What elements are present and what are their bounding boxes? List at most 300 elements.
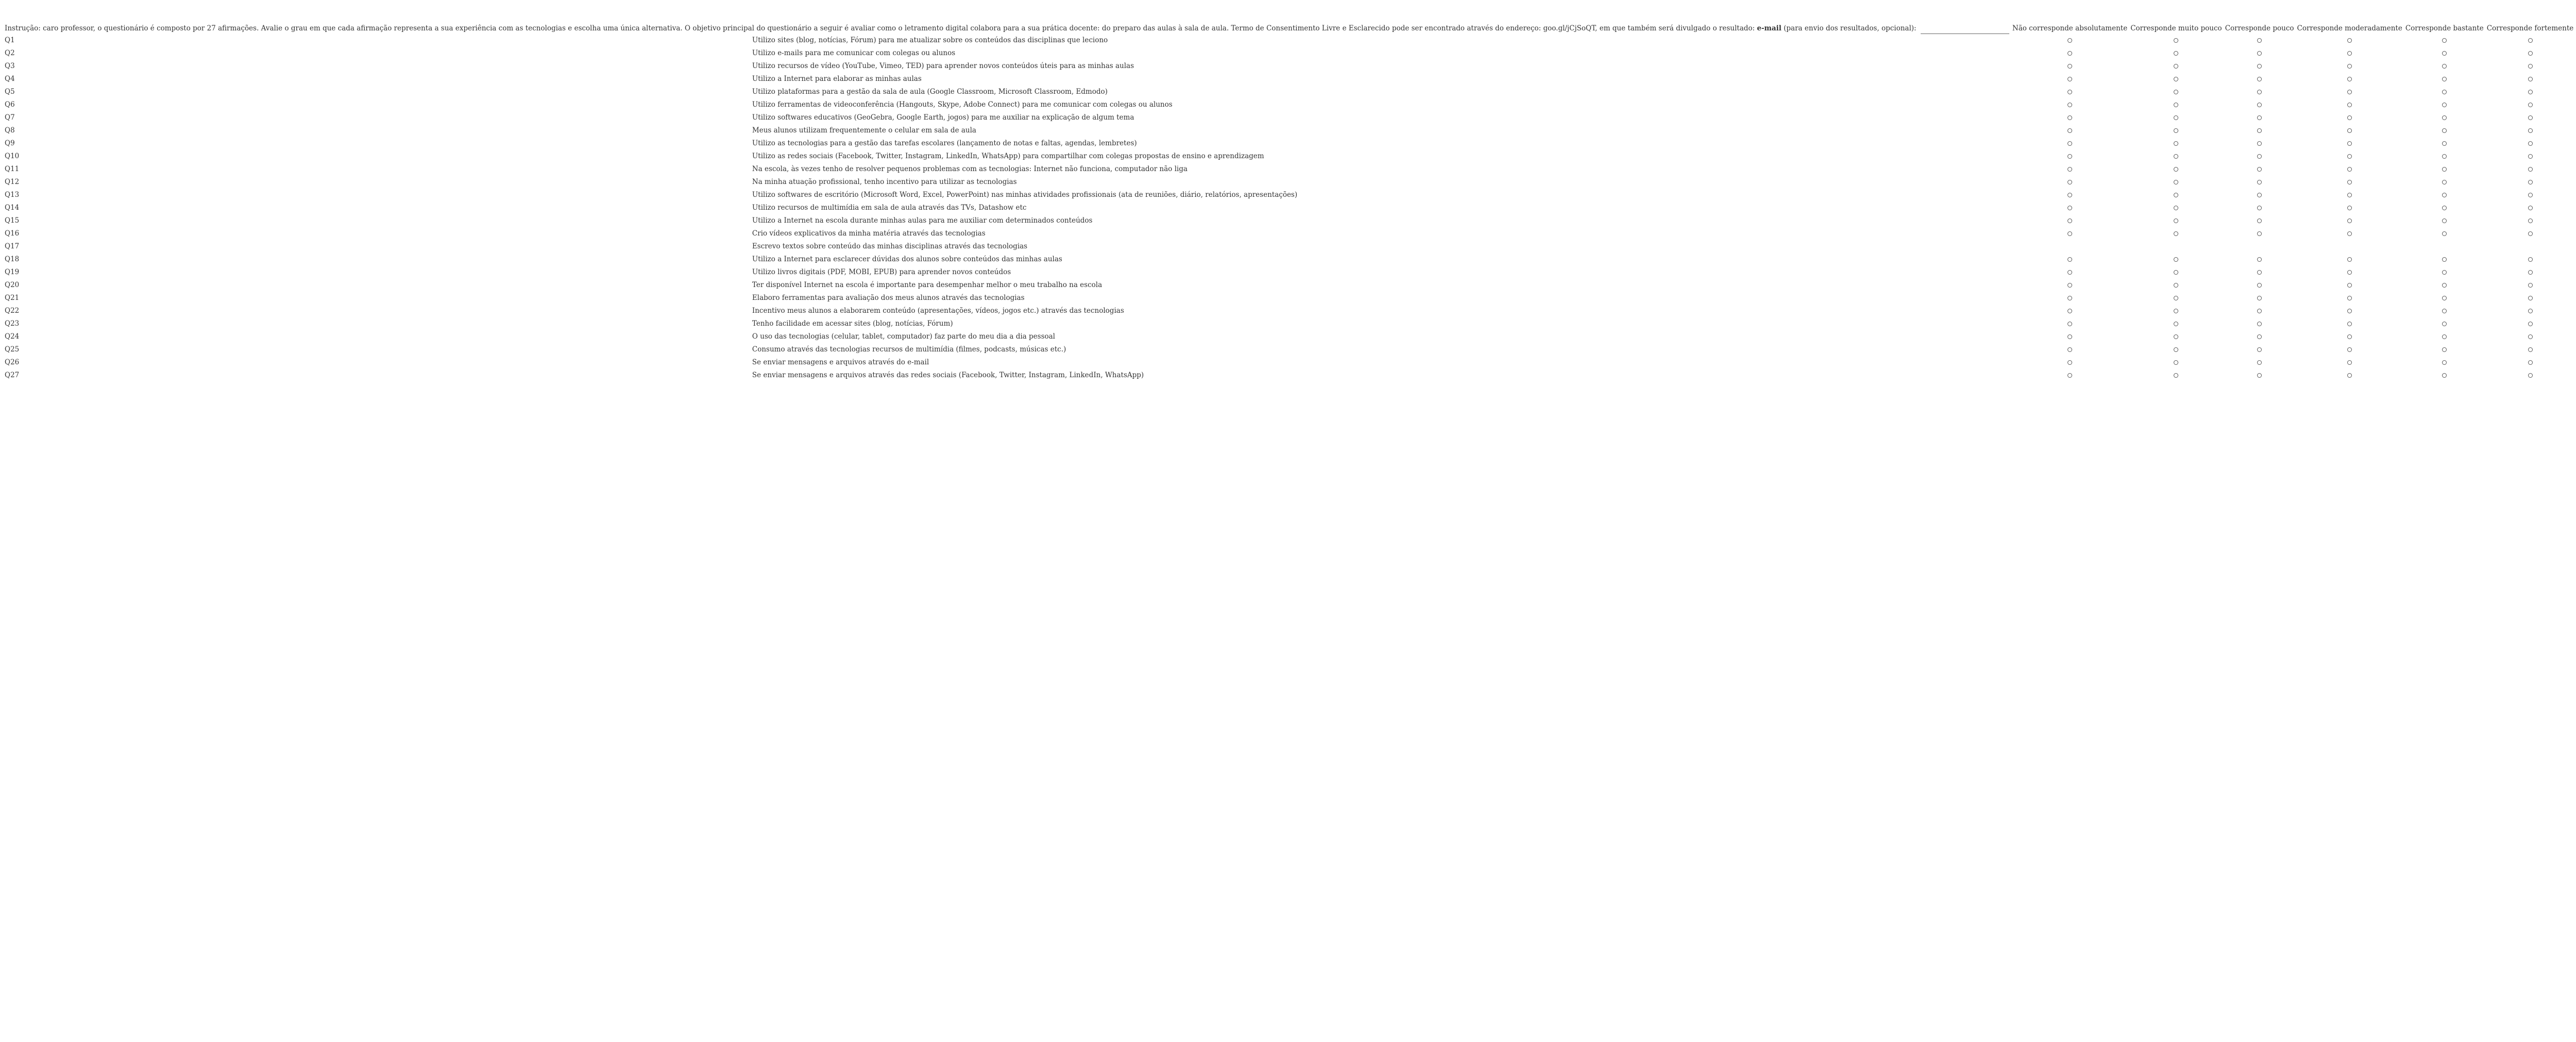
option-cell: [2296, 150, 2404, 163]
radio-option[interactable]: [2257, 38, 2262, 43]
radio-option[interactable]: [2174, 334, 2178, 339]
question-row: [3, 137, 2576, 150]
question-text: Utilizo as tecnologias para a gestão das tarefas escolares (lançamento de notas e faltas, agendas, lembretes): [752, 139, 1137, 147]
option-cell: [2224, 227, 2296, 240]
question-text: Utilizo recursos de vídeo (YouTube, Vimeo, TED) para aprender novos conteúdos úteis para as minhas aulas: [752, 62, 1134, 70]
option-cell: [2485, 111, 2575, 124]
radio-option[interactable]: [2174, 64, 2178, 69]
question-text: Incentivo meus alunos a elaborarem conteúdo (apresentações, vídeos, jogos etc.) através das tecnologias: [752, 307, 1124, 315]
radio-option[interactable]: [2347, 167, 2352, 172]
radio-option[interactable]: [2067, 193, 2072, 197]
question-id: Q18: [5, 255, 20, 263]
question-id: Q11: [5, 165, 20, 173]
radio-option[interactable]: [2347, 322, 2352, 326]
option-cell: [2129, 189, 2223, 201]
radio-option[interactable]: [2067, 38, 2072, 43]
radio-option[interactable]: [2442, 347, 2447, 352]
radio-option[interactable]: [2347, 193, 2352, 197]
radio-option[interactable]: [2442, 283, 2447, 288]
radio-option[interactable]: [2528, 373, 2533, 378]
question-id: Q21: [5, 294, 20, 302]
option-cell: [2296, 201, 2404, 214]
question-rows: [3, 34, 2576, 382]
option-cell: [2404, 201, 2485, 214]
radio-option[interactable]: [2174, 309, 2178, 313]
option-cell: [2404, 292, 2485, 305]
question-row: [3, 60, 2576, 73]
radio-option[interactable]: [2174, 141, 2178, 146]
question-row: [3, 86, 2576, 98]
radio-option[interactable]: [2257, 309, 2262, 313]
option-cell: [2485, 189, 2575, 201]
option-cell: [2404, 240, 2485, 253]
radio-option[interactable]: [2442, 128, 2447, 133]
column-header: Corresponde pouco: [2225, 24, 2294, 32]
radio-option[interactable]: [2347, 206, 2352, 210]
radio-option[interactable]: [2528, 219, 2533, 223]
option-cell: [2296, 47, 2404, 60]
option-cell: [2011, 240, 2129, 253]
radio-option[interactable]: [2528, 103, 2533, 107]
radio-option[interactable]: [2347, 360, 2352, 365]
radio-option[interactable]: [2347, 257, 2352, 262]
column-header: Corresponde bastante: [2405, 24, 2484, 32]
question-row: [3, 317, 2576, 330]
option-cell: [2296, 111, 2404, 124]
option-cell: [2404, 227, 2485, 240]
radio-option[interactable]: [2442, 257, 2447, 262]
question-id: Q16: [5, 229, 20, 238]
radio-option[interactable]: [2257, 154, 2262, 159]
option-cell: [2296, 124, 2404, 137]
radio-option[interactable]: [2528, 90, 2533, 94]
radio-option[interactable]: [2347, 64, 2352, 69]
radio-option[interactable]: [2528, 257, 2533, 262]
question-id: Q7: [5, 113, 15, 122]
option-cell: [2129, 60, 2223, 73]
option-cell: [2296, 34, 2404, 47]
option-cell: [2129, 253, 2223, 266]
option-cell: [2224, 240, 2296, 253]
question-row: [3, 266, 2576, 279]
question-text: Utilizo recursos de multimídia em sala de aula através das TVs, Datashow etc: [752, 204, 1027, 212]
option-cell: [2011, 60, 2129, 73]
radio-option[interactable]: [2257, 77, 2262, 81]
radio-option[interactable]: [2067, 322, 2072, 326]
radio-option[interactable]: [2442, 141, 2447, 146]
option-cell: [2129, 369, 2223, 382]
option-cell: [2011, 47, 2129, 60]
radio-option[interactable]: [2442, 180, 2447, 184]
option-cell: [2129, 356, 2223, 369]
option-cell: [2296, 214, 2404, 227]
radio-option[interactable]: [2347, 231, 2352, 236]
radio-option[interactable]: [2174, 103, 2178, 107]
option-cell: [2129, 279, 2223, 292]
option-cell: [2224, 137, 2296, 150]
question-row: [3, 34, 2576, 47]
option-cell: [2485, 356, 2575, 369]
radio-option[interactable]: [2067, 90, 2072, 94]
radio-option[interactable]: [2442, 38, 2447, 43]
radio-option[interactable]: [2174, 283, 2178, 288]
radio-option[interactable]: [2257, 347, 2262, 352]
question-row: [3, 214, 2576, 227]
radio-option[interactable]: [2528, 347, 2533, 352]
option-cell: [2011, 73, 2129, 86]
radio-option[interactable]: [2528, 322, 2533, 326]
radio-option[interactable]: [2442, 309, 2447, 313]
question-id: Q8: [5, 126, 15, 135]
radio-option[interactable]: [2067, 296, 2072, 300]
radio-option[interactable]: [2257, 141, 2262, 146]
radio-option[interactable]: [2067, 219, 2072, 223]
radio-option[interactable]: [2528, 64, 2533, 69]
question-id: Q20: [5, 281, 20, 289]
radio-option[interactable]: [2067, 360, 2072, 365]
radio-option[interactable]: [2347, 334, 2352, 339]
question-id: Q3: [5, 62, 15, 70]
option-cell: [2296, 253, 2404, 266]
option-cell: [2129, 240, 2223, 253]
question-text: Utilizo softwares educativos (GeoGebra, Google Earth, jogos) para me auxiliar na explicação de algum tema: [752, 113, 1134, 122]
radio-option[interactable]: [2257, 51, 2262, 56]
question-text: Utilizo a Internet para esclarecer dúvidas dos alunos sobre conteúdos das minhas aulas: [752, 255, 1062, 263]
option-cell: [2129, 47, 2223, 60]
radio-option[interactable]: [2528, 51, 2533, 56]
question-row: [3, 356, 2576, 369]
radio-option[interactable]: [2347, 103, 2352, 107]
question-row: [3, 292, 2576, 305]
radio-option[interactable]: [2067, 257, 2072, 262]
question-text: Crio vídeos explicativos da minha matéria através das tecnologias: [752, 229, 986, 238]
option-cell: [2485, 330, 2575, 343]
radio-option[interactable]: [2257, 167, 2262, 172]
radio-option[interactable]: [2442, 360, 2447, 365]
radio-option[interactable]: [2174, 347, 2178, 352]
radio-option[interactable]: [2174, 115, 2178, 120]
radio-option[interactable]: [2174, 296, 2178, 300]
question-row: [3, 47, 2576, 60]
radio-option[interactable]: [2257, 322, 2262, 326]
question-id: Q19: [5, 268, 20, 276]
radio-option[interactable]: [2257, 115, 2262, 120]
option-cell: [2011, 111, 2129, 124]
option-cell: [2224, 214, 2296, 227]
radio-option[interactable]: [2067, 51, 2072, 56]
radio-option[interactable]: [2442, 322, 2447, 326]
radio-option[interactable]: [2528, 360, 2533, 365]
option-cell: [2296, 369, 2404, 382]
option-cell: [2404, 317, 2485, 330]
radio-option[interactable]: [2528, 128, 2533, 133]
radio-option[interactable]: [2528, 309, 2533, 313]
option-cell: [2129, 86, 2223, 98]
question-id: Q1: [5, 36, 15, 44]
option-cell: [2129, 214, 2223, 227]
option-cell: [2011, 98, 2129, 111]
option-cell: [2296, 292, 2404, 305]
radio-option[interactable]: [2067, 154, 2072, 159]
option-cell: [2485, 201, 2575, 214]
option-cell: [2485, 47, 2575, 60]
radio-option[interactable]: [2067, 270, 2072, 275]
option-cell: [2129, 305, 2223, 317]
question-text: Utilizo e-mails para me comunicar com colegas ou alunos: [752, 49, 956, 57]
option-cell: [2404, 34, 2485, 47]
radio-option[interactable]: [2442, 90, 2447, 94]
option-cell: [2404, 124, 2485, 137]
radio-option[interactable]: [2347, 115, 2352, 120]
instruction-text: Instrução: caro professor, o questionário é composto por 27 afirmações. Avalie o grau em que cada afirmação representa a sua experiência com as tecnologias e escolha uma única alternativa. O objetivo principal do questionário a seguir é avaliar como o letramento digital colabora para a sua prática docente: do preparo das aulas à sala de aula. Termo de Consentimento Livre e Esclarecido pode ser encontrado através do endereço: goo.gl/jCjSoQT, em que também será divulgado o resultado:: [5, 24, 1755, 32]
radio-option[interactable]: [2174, 257, 2178, 262]
radio-option[interactable]: [2442, 77, 2447, 81]
radio-option[interactable]: [2442, 373, 2447, 378]
option-cell: [2485, 240, 2575, 253]
radio-option[interactable]: [2528, 193, 2533, 197]
email-label: e-mail: [1757, 24, 1782, 32]
radio-option[interactable]: [2174, 128, 2178, 133]
question-text: Utilizo plataformas para a gestão da sala de aula (Google Classroom, Microsoft Classroom, Edmodo): [752, 88, 1108, 96]
radio-option[interactable]: [2257, 64, 2262, 69]
radio-option[interactable]: [2257, 360, 2262, 365]
radio-option[interactable]: [2442, 231, 2447, 236]
radio-option[interactable]: [2067, 347, 2072, 352]
radio-option[interactable]: [2067, 141, 2072, 146]
option-cell: [2224, 201, 2296, 214]
column-header: Corresponde moderadamente: [2297, 24, 2402, 32]
radio-option[interactable]: [2067, 373, 2072, 378]
option-cell: [2404, 47, 2485, 60]
radio-option[interactable]: [2442, 193, 2447, 197]
question-text: Utilizo livros digitais (PDF, MOBI, EPUB) para aprender novos conteúdos: [752, 268, 1011, 276]
radio-option[interactable]: [2347, 296, 2352, 300]
option-cell: [2011, 137, 2129, 150]
option-cell: [2224, 330, 2296, 343]
radio-option[interactable]: [2528, 180, 2533, 184]
radio-option[interactable]: [2347, 154, 2352, 159]
radio-option[interactable]: [2067, 128, 2072, 133]
option-cell: [2404, 356, 2485, 369]
radio-option[interactable]: [2257, 257, 2262, 262]
column-header: Corresponde fortemente: [2486, 24, 2574, 32]
radio-option[interactable]: [2174, 90, 2178, 94]
email-note: (para envio dos resultados, opcional):: [1784, 24, 1917, 32]
radio-option[interactable]: [2257, 180, 2262, 184]
radio-option[interactable]: [2067, 206, 2072, 210]
radio-option[interactable]: [2067, 103, 2072, 107]
radio-option[interactable]: [2528, 231, 2533, 236]
radio-option[interactable]: [2528, 115, 2533, 120]
radio-option[interactable]: [2067, 115, 2072, 120]
option-cell: [2224, 343, 2296, 356]
option-cell: [2129, 343, 2223, 356]
radio-option[interactable]: [2257, 193, 2262, 197]
option-cell: [2224, 279, 2296, 292]
radio-option[interactable]: [2442, 64, 2447, 69]
option-cell: [2011, 253, 2129, 266]
radio-option[interactable]: [2442, 219, 2447, 223]
column-header: Corresponde muito pouco: [2130, 24, 2222, 32]
option-cell: [2296, 343, 2404, 356]
radio-option[interactable]: [2257, 296, 2262, 300]
radio-option[interactable]: [2067, 283, 2072, 288]
option-cell: [2129, 150, 2223, 163]
option-cell: [2485, 34, 2575, 47]
option-cell: [2404, 343, 2485, 356]
option-cell: [2224, 369, 2296, 382]
radio-option[interactable]: [2257, 373, 2262, 378]
radio-option[interactable]: [2257, 334, 2262, 339]
radio-option[interactable]: [2174, 154, 2178, 159]
radio-option[interactable]: [2442, 334, 2447, 339]
radio-option[interactable]: [2174, 77, 2178, 81]
option-cell: [2011, 34, 2129, 47]
header-row: [3, 23, 2576, 34]
radio-option[interactable]: [2174, 193, 2178, 197]
radio-option[interactable]: [2067, 231, 2072, 236]
instruction-cell: [3, 23, 2011, 34]
radio-option[interactable]: [2347, 219, 2352, 223]
question-id: Q15: [5, 216, 20, 225]
radio-option[interactable]: [2347, 270, 2352, 275]
radio-option[interactable]: [2528, 296, 2533, 300]
radio-option[interactable]: [2067, 309, 2072, 313]
radio-option[interactable]: [2067, 77, 2072, 81]
radio-option[interactable]: [2528, 283, 2533, 288]
radio-option[interactable]: [2174, 38, 2178, 43]
radio-option[interactable]: [2257, 90, 2262, 94]
option-cell: [2485, 253, 2575, 266]
radio-option[interactable]: [2442, 51, 2447, 56]
radio-option[interactable]: [2257, 270, 2262, 275]
radio-option[interactable]: [2528, 270, 2533, 275]
radio-option[interactable]: [2347, 128, 2352, 133]
option-cell: [2011, 343, 2129, 356]
radio-option[interactable]: [2347, 141, 2352, 146]
question-text: Consumo através das tecnologias recursos de multimídia (filmes, podcasts, músicas etc.): [752, 345, 1066, 354]
question-id: Q25: [5, 345, 20, 354]
question-id: Q17: [5, 242, 20, 250]
radio-option[interactable]: [2174, 219, 2178, 223]
option-cell: [2129, 317, 2223, 330]
option-cell: [2485, 124, 2575, 137]
radio-option[interactable]: [2347, 77, 2352, 81]
radio-option[interactable]: [2067, 64, 2072, 69]
option-cell: [2011, 330, 2129, 343]
option-cell: [2296, 356, 2404, 369]
option-cell: [2404, 189, 2485, 201]
option-cell: [2129, 330, 2223, 343]
radio-option[interactable]: [2442, 206, 2447, 210]
option-cell: [2296, 163, 2404, 176]
radio-option[interactable]: [2442, 103, 2447, 107]
radio-option[interactable]: [2347, 283, 2352, 288]
question-id: Q10: [5, 152, 20, 160]
radio-option[interactable]: [2347, 180, 2352, 184]
radio-option[interactable]: [2347, 90, 2352, 94]
radio-option[interactable]: [2442, 270, 2447, 275]
option-cell: [2129, 73, 2223, 86]
question-text: Utilizo a Internet para elaborar as minhas aulas: [752, 75, 922, 83]
radio-option[interactable]: [2528, 334, 2533, 339]
radio-option[interactable]: [2347, 38, 2352, 43]
question-text: Utilizo sites (blog, notícias, Fórum) para me atualizar sobre os conteúdos das disciplinas que leciono: [752, 36, 1108, 44]
column-header: Não corresponde absolutamente: [2012, 24, 2128, 32]
radio-option[interactable]: [2528, 38, 2533, 43]
option-cell: [2485, 163, 2575, 176]
question-text: Meus alunos utilizam frequentemente o celular em sala de aula: [752, 126, 976, 135]
radio-option[interactable]: [2347, 51, 2352, 56]
option-cell: [2129, 124, 2223, 137]
option-cell: [2404, 279, 2485, 292]
question-row: [3, 189, 2576, 201]
radio-option[interactable]: [2174, 360, 2178, 365]
question-id: Q22: [5, 307, 20, 315]
radio-option[interactable]: [2257, 206, 2262, 210]
radio-option[interactable]: [2174, 167, 2178, 172]
radio-option[interactable]: [2442, 167, 2447, 172]
question-text: Se enviar mensagens e arquivos através das redes sociais (Facebook, Twitter, Instagram, LinkedIn, WhatsApp): [752, 371, 1144, 379]
radio-option[interactable]: [2347, 373, 2352, 378]
radio-option[interactable]: [2257, 103, 2262, 107]
radio-option[interactable]: [2067, 180, 2072, 184]
radio-option[interactable]: [2174, 180, 2178, 184]
radio-option[interactable]: [2067, 334, 2072, 339]
radio-option[interactable]: [2528, 77, 2533, 81]
question-row: [3, 150, 2576, 163]
radio-option[interactable]: [2442, 296, 2447, 300]
radio-option[interactable]: [2257, 231, 2262, 236]
option-cell: [2485, 137, 2575, 150]
radio-option[interactable]: [2174, 322, 2178, 326]
option-cell: [2011, 369, 2129, 382]
radio-option[interactable]: [2528, 167, 2533, 172]
radio-option[interactable]: [2347, 347, 2352, 352]
radio-option[interactable]: [2528, 206, 2533, 210]
option-cell: [2129, 111, 2223, 124]
radio-option[interactable]: [2174, 231, 2178, 236]
option-cell: [2224, 292, 2296, 305]
radio-option[interactable]: [2442, 154, 2447, 159]
option-cell: [2224, 124, 2296, 137]
question-id: Q26: [5, 358, 20, 366]
option-cell: [2129, 201, 2223, 214]
radio-option[interactable]: [2528, 154, 2533, 159]
radio-option[interactable]: [2257, 283, 2262, 288]
option-cell: [2296, 137, 2404, 150]
radio-option[interactable]: [2257, 128, 2262, 133]
radio-option[interactable]: [2174, 373, 2178, 378]
option-cell: [2485, 369, 2575, 382]
option-cell: [2129, 227, 2223, 240]
option-cell: [2011, 189, 2129, 201]
option-cell: [2224, 356, 2296, 369]
radio-option[interactable]: [2347, 309, 2352, 313]
question-row: [3, 176, 2576, 189]
radio-option[interactable]: [2257, 219, 2262, 223]
question-text: O uso das tecnologias (celular, tablet, computador) faz parte do meu dia a dia pessoal: [752, 332, 1055, 341]
option-cell: [2011, 214, 2129, 227]
email-field[interactable]: [1921, 27, 2009, 34]
questionnaire-table: [3, 23, 2576, 382]
radio-option[interactable]: [2528, 141, 2533, 146]
radio-option[interactable]: [2067, 167, 2072, 172]
radio-option[interactable]: [2174, 270, 2178, 275]
radio-option[interactable]: [2174, 51, 2178, 56]
radio-option[interactable]: [2442, 115, 2447, 120]
radio-option[interactable]: [2174, 206, 2178, 210]
